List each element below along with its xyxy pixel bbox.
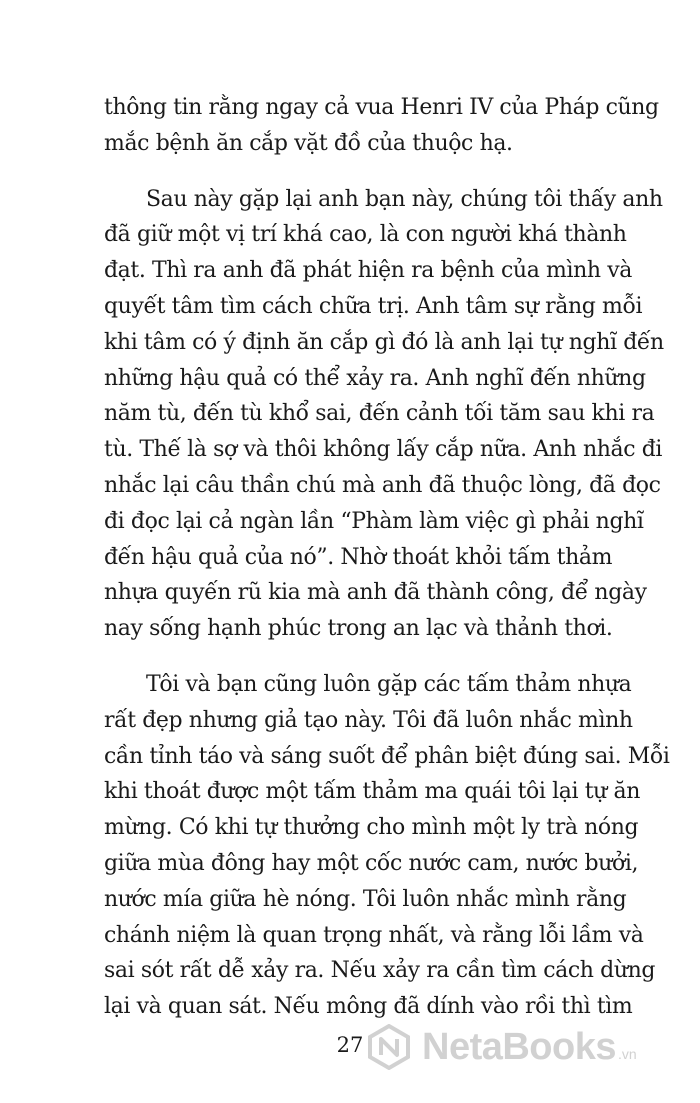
text-line: tù. Thế là sợ và thôi không lấy cắp nữa. Anh nhắc đi: [104, 437, 663, 463]
netabooks-logo-icon: [366, 1024, 412, 1070]
text-line: chánh niệm là quan trọng nhất, và rằng lỗi lầm và: [104, 922, 644, 948]
watermark-suffix: .vn: [618, 1046, 637, 1062]
text-line: sai sót rất dễ xảy ra. Nếu xảy ra cần tìm cách dừng: [104, 958, 656, 984]
text-line: nhựa quyến rũ kia mà anh đã thành công, để ngày: [104, 580, 647, 606]
text-line: khi tâm có ý định ăn cắp gì đó là anh lại tự nghĩ đến: [104, 329, 664, 355]
text-line: thông tin rằng ngay cả vua Henri IV của Pháp cũng: [104, 95, 659, 120]
watermark: [366, 1024, 637, 1070]
text-line: nay sống hạnh phúc trong an lạc và thảnh thơi.: [104, 616, 613, 642]
text-line: mừng. Có khi tự thưởng cho mình một ly trà nóng: [104, 815, 639, 841]
text-line: đi đọc lại cả ngàn lần “Phàm làm việc gì phải nghĩ: [104, 508, 644, 534]
text-line: đạt. Thì ra anh đã phát hiện ra bệnh của mình và: [104, 258, 632, 284]
text-line: năm tù, đến tù khổ sai, đến cảnh tối tăm sau khi ra: [104, 401, 655, 427]
text-line: lại và quan sát. Nếu mông đã dính vào rồi thì tìm: [104, 994, 633, 1020]
text-line: mắc bệnh ăn cắp vặt đồ của thuộc hạ.: [104, 130, 513, 156]
text-line: Tôi và bạn cũng luôn gặp các tấm thảm nhựa: [146, 671, 632, 697]
text-line: những hậu quả có thể xảy ra. Anh nghĩ đến những: [104, 365, 646, 391]
text-line: nước mía giữa hè nóng. Tôi luôn nhắc mình rằng: [104, 886, 627, 912]
text-line: đến hậu quả của nó”. Nhờ thoát khỏi tấm thảm: [104, 544, 613, 570]
text-line: rất đẹp nhưng giả tạo này. Tôi đã luôn nhắc mình: [104, 707, 633, 733]
watermark-text: NetaBooks: [422, 1025, 616, 1068]
page-number: 27: [336, 1033, 364, 1057]
text-line: nhắc lại câu thần chú mà anh đã thuộc lòng, đã đọc: [104, 472, 661, 498]
text-line: Sau này gặp lại anh bạn này, chúng tôi thấy anh: [146, 186, 663, 212]
text-line: khi thoát được một tấm thảm ma quái tôi lại tự ăn: [104, 779, 640, 805]
text-line: giữa mùa đông hay một cốc nước cam, nước bưởi,: [104, 850, 639, 876]
text-line: đã giữ một vị trí khá cao, là con người khá thành: [104, 222, 627, 248]
text-line: cần tỉnh táo và sáng suốt để phân biệt đúng sai. Mỗi: [104, 743, 670, 769]
text-line: quyết tâm tìm cách chữa trị. Anh tâm sự rằng mỗi: [104, 293, 643, 319]
body-text: [104, 90, 670, 1025]
